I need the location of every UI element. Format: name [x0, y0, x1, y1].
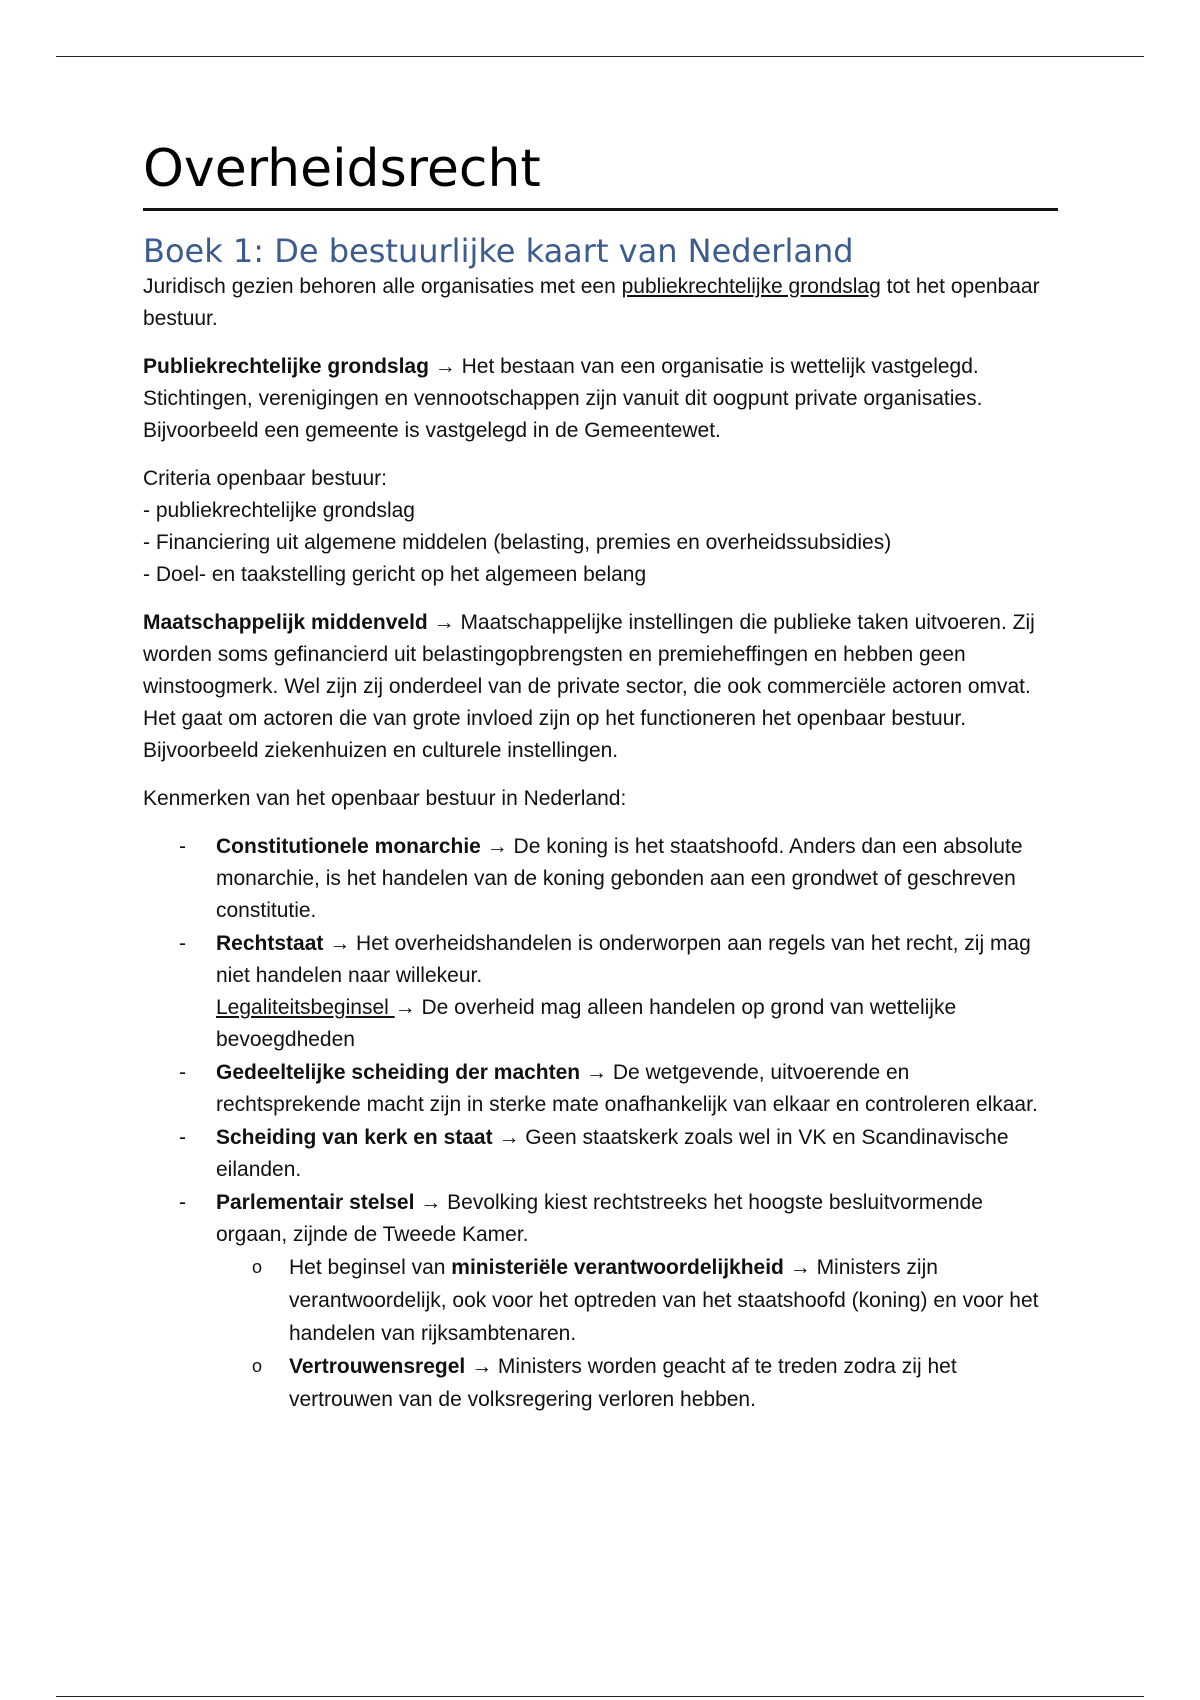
grondslag-term: Publiekrechtelijke grondslag [143, 355, 429, 378]
footer-rule [56, 1696, 1144, 1697]
sub-list-item [216, 1350, 1058, 1416]
legaliteit-term: Legaliteitsbeginsel [216, 996, 395, 1019]
grondslag-paragraph [143, 351, 1058, 447]
item-text: De wetgevende, uitvoerende en rechtsprekende macht zijn in sterke mate onafhankelijk van elkaar en controleren elkaar. [216, 1061, 1038, 1116]
middenveld-text: Maatschappelijke instellingen die publieke taken uitvoeren. Zij worden soms gefinancierd uit belastingopbrengsten en premieheffingen en hebben geen winstoogmerk. Wel zijn zij onderdeel van de private sector, die ook commerciële actoren omvat. Het gaat om actoren die van grote invloed zijn op het functioneren het openbaar bestuur. [143, 611, 1035, 730]
item-text: Geen staatskerk zoals wel in VK en Scandinavische eilanden. [216, 1126, 1009, 1181]
arrow-icon: → [585, 1061, 607, 1084]
item-text: Bevolking kiest rechtstreeks het hoogste besluitvormende orgaan, zijnde de Tweede Kamer. [216, 1191, 983, 1246]
legaliteit-text: De overheid mag alleen handelen op grond van wettelijke bevoegdheden [216, 996, 957, 1051]
dash-bullet: - [179, 1126, 186, 1149]
sub-item-term: Vertrouwensregel [289, 1355, 466, 1378]
sub-list-item [216, 1251, 1058, 1350]
sub-list [216, 1251, 1058, 1416]
middenveld-paragraph [143, 607, 1058, 767]
item-term: Scheiding van kerk en staat [216, 1126, 493, 1149]
kenmerken-title: Kenmerken van het openbaar bestuur in Nederland: [143, 787, 627, 810]
criteria-item: - Financiering uit algemene middelen (belasting, premies en overheidssubsidies) [143, 531, 892, 554]
item-text: Het overheidshandelen is onderworpen aan regels van het recht, zij mag niet handelen naar willekeur. [216, 932, 1031, 987]
arrow-icon: → [471, 1355, 493, 1378]
arrow-icon: → [394, 996, 416, 1019]
arrow-icon: → [498, 1126, 520, 1149]
item-term: Rechtstaat [216, 932, 324, 955]
item-text: De koning is het staatshoofd. Anders dan een absolute monarchie, is het handelen van de koning gebonden aan een grondwet of geschreven constitutie. [216, 835, 1023, 922]
kenmerken-list [143, 831, 1058, 1416]
list-item [143, 1057, 1058, 1121]
list-item [143, 831, 1058, 927]
list-item [143, 1122, 1058, 1186]
criteria-item: - publiekrechtelijke grondslag [143, 499, 415, 522]
arrow-icon: → [434, 355, 456, 378]
sub-item-text: Ministers zijn verantwoordelijk, ook voor het optreden van het staatshoofd (koning) en voor het handelen van rijksambtenaren. [289, 1256, 1039, 1345]
item-term: Parlementair stelsel [216, 1191, 415, 1214]
arrow-icon: → [420, 1191, 442, 1214]
intro-text-end: tot het openbaar bestuur. [143, 275, 1040, 330]
dash-bullet: - [179, 1061, 186, 1084]
intro-paragraph [143, 271, 1058, 335]
arrow-icon: → [789, 1256, 811, 1279]
middenveld-term: Maatschappelijk middenveld [143, 611, 428, 634]
sub-item-text: Ministers worden geacht af te treden zodra zij het vertrouwen van de volksregering verloren hebben. [289, 1355, 957, 1411]
dash-bullet: - [179, 835, 186, 858]
grondslag-text: Het bestaan van een organisatie is wettelijk vastgelegd. Stichtingen, verenigingen en vennootschappen zijn vanuit dit oogpunt private organisaties. [143, 355, 983, 410]
arrow-icon: → [329, 932, 351, 955]
intro-underlined-term: publiekrechtelijke grondslag [621, 275, 881, 298]
arrow-icon: → [433, 611, 455, 634]
header-rule [56, 56, 1144, 57]
criteria-title: Criteria openbaar bestuur: [143, 467, 387, 490]
document-title: Overheidsrecht [143, 138, 1058, 211]
sub-item-term: ministeriële verantwoordelijkheid [451, 1256, 784, 1279]
grondslag-example: Bijvoorbeeld een gemeente is vastgelegd in de Gemeentewet. [143, 419, 721, 442]
item-term: Constitutionele monarchie [216, 835, 481, 858]
section-heading: Boek 1: De bestuurlijke kaart van Nederland [143, 232, 854, 270]
arrow-icon: → [486, 835, 508, 858]
criteria-item: - Doel- en taakstelling gericht op het algemeen belang [143, 563, 647, 586]
middenveld-example: Bijvoorbeeld ziekenhuizen en culturele instellingen. [143, 739, 619, 762]
list-item [143, 928, 1058, 1056]
list-item [143, 1187, 1058, 1416]
criteria-block [143, 463, 1058, 591]
intro-text: Juridisch gezien behoren alle organisaties met een [143, 275, 622, 298]
dash-bullet: - [179, 1191, 186, 1214]
circle-bullet: o [252, 1257, 263, 1277]
dash-bullet: - [179, 932, 186, 955]
circle-bullet: o [252, 1356, 263, 1376]
document-page [143, 138, 1058, 1417]
item-term: Gedeeltelijke scheiding der machten [216, 1061, 581, 1084]
sub-item-prefix: Het beginsel van [289, 1256, 452, 1279]
